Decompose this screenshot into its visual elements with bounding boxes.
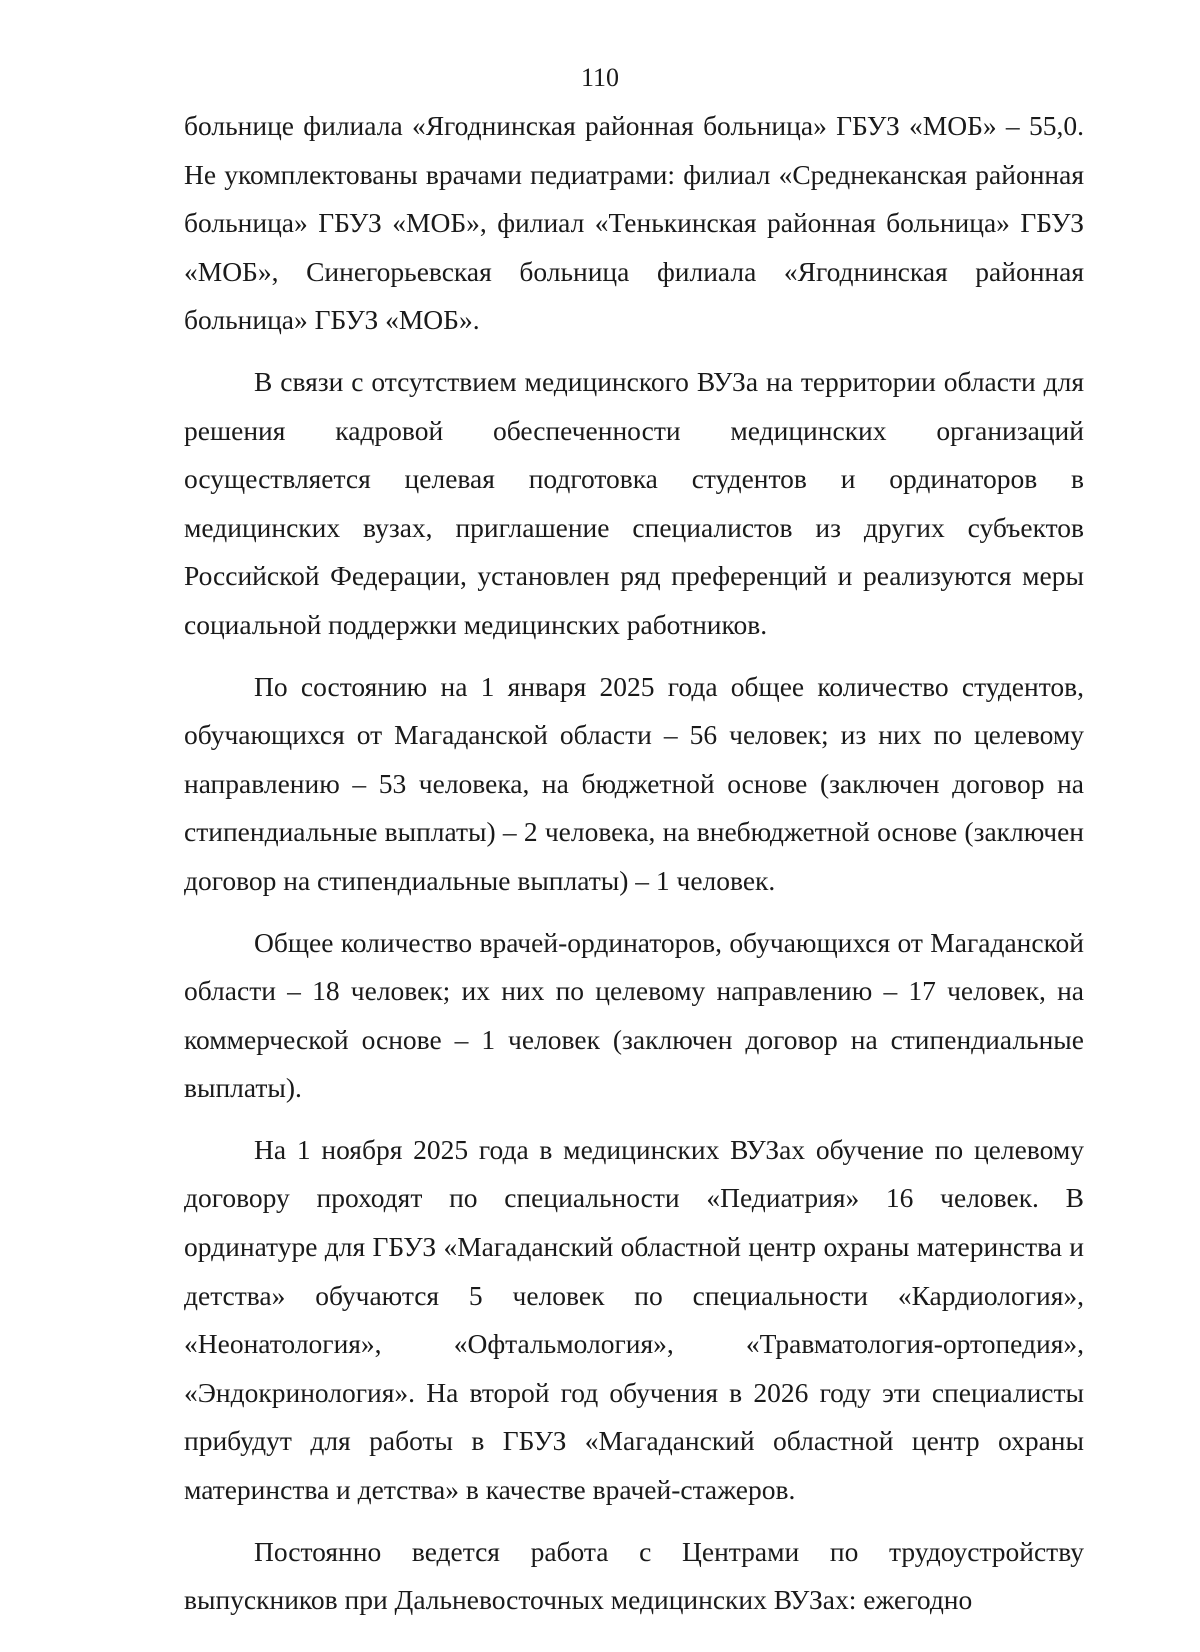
paragraph-continued: больнице филиала «Ягоднинская районная больница» ГБУЗ «МОБ» – 55,0. Не укомплектованы врачами педиатрами: филиал «Среднеканская районная больница» ГБУЗ «МОБ», филиал «Тенькинская районная больница» ГБУЗ «МОБ», Синегорьевская больница филиала «Ягоднинская районная больница» ГБУЗ «МОБ».: [184, 110, 1084, 336]
paragraph: Общее количество врачей-ординаторов, обучающихся от Магаданской области – 18 человек; их них по целевому направлению – 17 человек, на коммерческой основе – 1 человек (заключен договор на стипендиальные выплаты).: [184, 926, 1084, 1104]
paragraph: Постоянно ведется работа с Центрами по трудоустройству выпускников при Дальневосточных медицинских ВУЗах: ежегодно: [184, 1535, 1084, 1616]
body-text: [184, 102, 1084, 1638]
paragraph: По состоянию на 1 января 2025 года общее количество студентов, обучающихся от Магаданской области – 56 человек; из них по целевому направлению – 53 человека, на бюджетной основе (заключен договор на стипендиальные выплаты) – 2 человека, на внебюджетной основе (заключен договор на стипендиальные выплаты) – 1 человек.: [184, 670, 1084, 896]
paragraph: В связи с отсутствием медицинского ВУЗа на территории области для решения кадровой обеспеченности медицинских организаций осуществляется целевая подготовка студентов и ординаторов в медицинских вузах, приглашение специалистов из других субъектов Российской Федерации, установлен ряд преференций и реализуются меры социальной поддержки медицинских работников.: [184, 365, 1084, 640]
paragraph: На 1 ноября 2025 года в медицинских ВУЗах обучение по целевому договору проходят по специальности «Педиатрия» 16 человек. В ординатуре для ГБУЗ «Магаданский областной центр охраны материнства и детства» обучаются 5 человек по специальности «Кардиология», «Неонатология», «Офтальмология», «Травматология-ортопедия», «Эндокринология». На второй год обучения в 2026 году эти специалисты прибудут для работы в ГБУЗ «Магаданский областной центр охраны материнства и детства» в качестве врачей-стажеров.: [184, 1133, 1084, 1506]
page-number: 110: [580, 63, 620, 92]
